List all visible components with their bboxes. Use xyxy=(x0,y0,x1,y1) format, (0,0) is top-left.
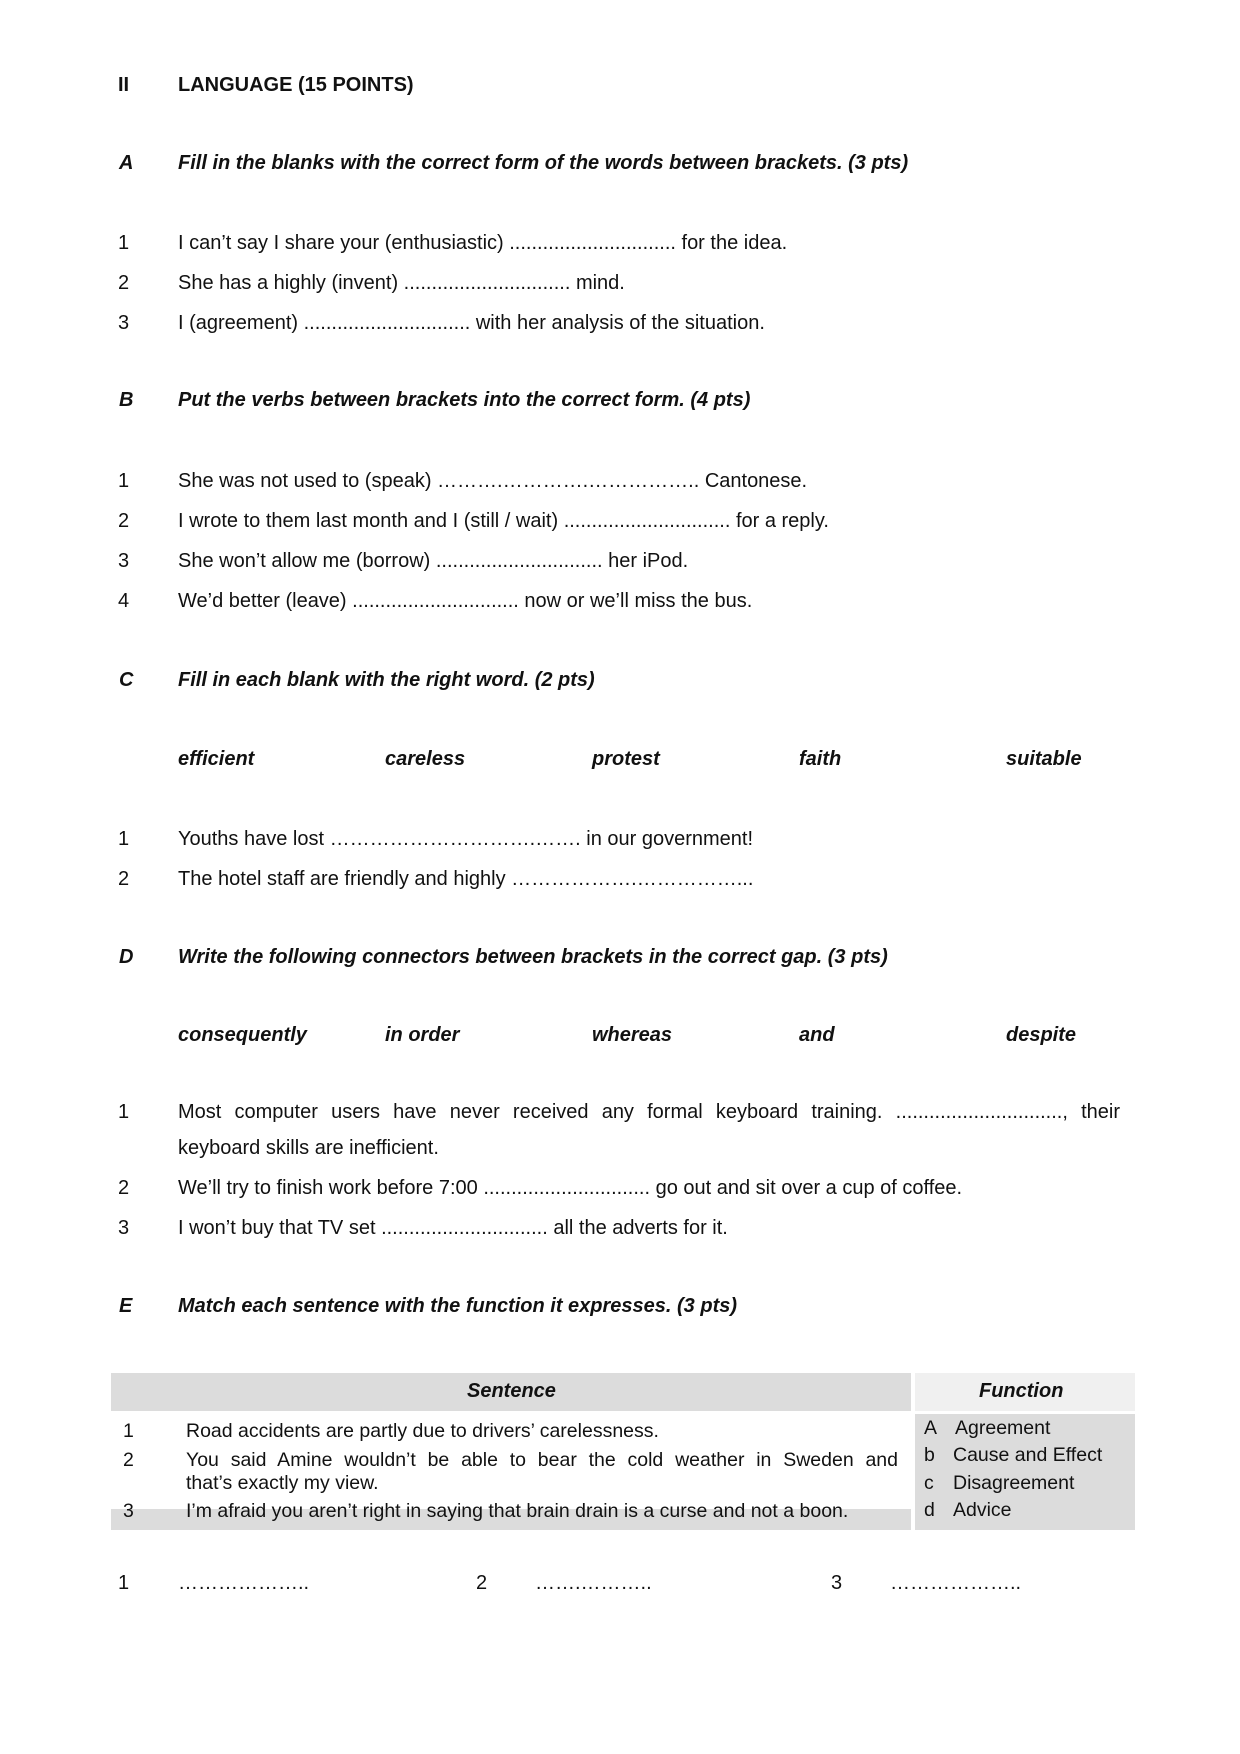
table-row-number: 2 xyxy=(123,1449,134,1471)
connector-bank-item: in order xyxy=(385,1024,460,1046)
answer-number: 2 xyxy=(476,1572,488,1594)
part-c-letter: C xyxy=(119,669,134,691)
exercise-sentence: I (agreement) .............................. with her analysis of the situation. xyxy=(178,312,765,334)
answer-blank: ……………….. xyxy=(178,1572,310,1594)
exercise-sentence-line: keyboard skills are inefficient. xyxy=(178,1137,439,1159)
part-d-instruction: Write the following connectors between brackets in the correct gap. (3 pts) xyxy=(178,946,888,968)
item-number: 1 xyxy=(118,828,130,850)
exercise-sentence: I wrote to them last month and I (still / wait) .............................. for a reply. xyxy=(178,510,829,532)
table-row-number: 3 xyxy=(123,1500,134,1522)
word-bank-item: suitable xyxy=(1006,748,1082,770)
function-letter: A xyxy=(924,1417,938,1439)
function-label: Cause and Effect xyxy=(953,1444,1103,1466)
answer-number: 1 xyxy=(118,1572,130,1594)
part-b-letter: B xyxy=(119,389,134,411)
table-sentence: Road accidents are partly due to drivers’ carelessness. xyxy=(186,1420,659,1442)
connector-bank-item: whereas xyxy=(592,1024,673,1046)
item-number: 1 xyxy=(118,470,130,492)
section-numeral: II xyxy=(118,74,130,96)
item-number: 4 xyxy=(118,590,130,612)
item-number: 2 xyxy=(118,272,130,294)
column-header-function: Function xyxy=(979,1380,1064,1402)
word-bank-item: careless xyxy=(385,748,466,770)
exercise-sentence: Youths have lost ………………………….……. in our government! xyxy=(178,828,754,850)
connector-bank-item: and xyxy=(799,1024,835,1046)
item-number: 1 xyxy=(118,1101,130,1123)
part-c-instruction: Fill in each blank with the right word. (2 pts) xyxy=(178,669,595,691)
part-b-instruction: Put the verbs between brackets into the correct form. (4 pts) xyxy=(178,389,751,411)
exercise-sentence: The hotel staff are friendly and highly ……………….……………... xyxy=(178,868,754,890)
connector-bank-item: consequently xyxy=(178,1024,307,1046)
exercise-sentence: She was not used to (speak) ……….………….…………….. Cantonese. xyxy=(178,470,808,492)
table-sentence-line: You said Amine wouldn’t be able to bear the cold weather in Sweden and xyxy=(186,1449,898,1471)
item-number: 2 xyxy=(118,868,130,890)
part-a-instruction: Fill in the blanks with the correct form of the words between brackets. (3 pts) xyxy=(178,152,909,174)
column-header-sentence: Sentence xyxy=(467,1380,556,1402)
function-label: Agreement xyxy=(955,1417,1051,1439)
part-a-letter: A xyxy=(119,152,134,174)
table-row-number: 1 xyxy=(123,1420,134,1442)
item-number: 2 xyxy=(118,1177,130,1199)
exercise-sentence-line: Most computer users have never received any formal keyboard training. .............................., their xyxy=(178,1101,1120,1123)
word-bank-item: faith xyxy=(799,748,842,770)
item-number: 1 xyxy=(118,232,130,254)
item-number: 3 xyxy=(118,312,130,334)
function-letter: b xyxy=(924,1444,935,1466)
word-bank-item: efficient xyxy=(178,748,255,770)
function-label: Disagreement xyxy=(953,1472,1075,1494)
exercise-sentence: We’ll try to finish work before 7:00 .............................. go out and sit over a cup of coffee. xyxy=(178,1177,963,1199)
exercise-sentence: We’d better (leave) .............................. now or we’ll miss the bus. xyxy=(178,590,753,612)
answer-blank: ……………….. xyxy=(890,1572,1022,1594)
part-e-letter: E xyxy=(119,1295,133,1317)
function-letter: c xyxy=(924,1472,934,1494)
exercise-sentence: She has a highly (invent) .............................. mind. xyxy=(178,272,625,294)
table-sentence: I’m afraid you aren’t right in saying that brain drain is a curse and not a boon. xyxy=(186,1500,849,1522)
table-sentence-line: that’s exactly my view. xyxy=(186,1472,379,1494)
part-d-letter: D xyxy=(119,946,134,968)
exercise-sentence: I can’t say I share your (enthusiastic) .............................. for the idea. xyxy=(178,232,788,254)
item-number: 3 xyxy=(118,550,130,572)
section-title: LANGUAGE (15 POINTS) xyxy=(178,74,414,96)
function-label: Advice xyxy=(953,1499,1012,1521)
answer-number: 3 xyxy=(831,1572,843,1594)
word-bank-item: protest xyxy=(592,748,660,770)
item-number: 3 xyxy=(118,1217,130,1239)
connector-bank-item: despite xyxy=(1006,1024,1077,1046)
answer-blank: …….……….. xyxy=(535,1572,652,1594)
exercise-sentence: She won’t allow me (borrow) .............................. her iPod. xyxy=(178,550,689,572)
item-number: 2 xyxy=(118,510,130,532)
exercise-sentence: I won’t buy that TV set .............................. all the adverts for it. xyxy=(178,1217,728,1239)
part-e-instruction: Match each sentence with the function it expresses. (3 pts) xyxy=(178,1295,738,1317)
function-letter: d xyxy=(924,1499,935,1521)
